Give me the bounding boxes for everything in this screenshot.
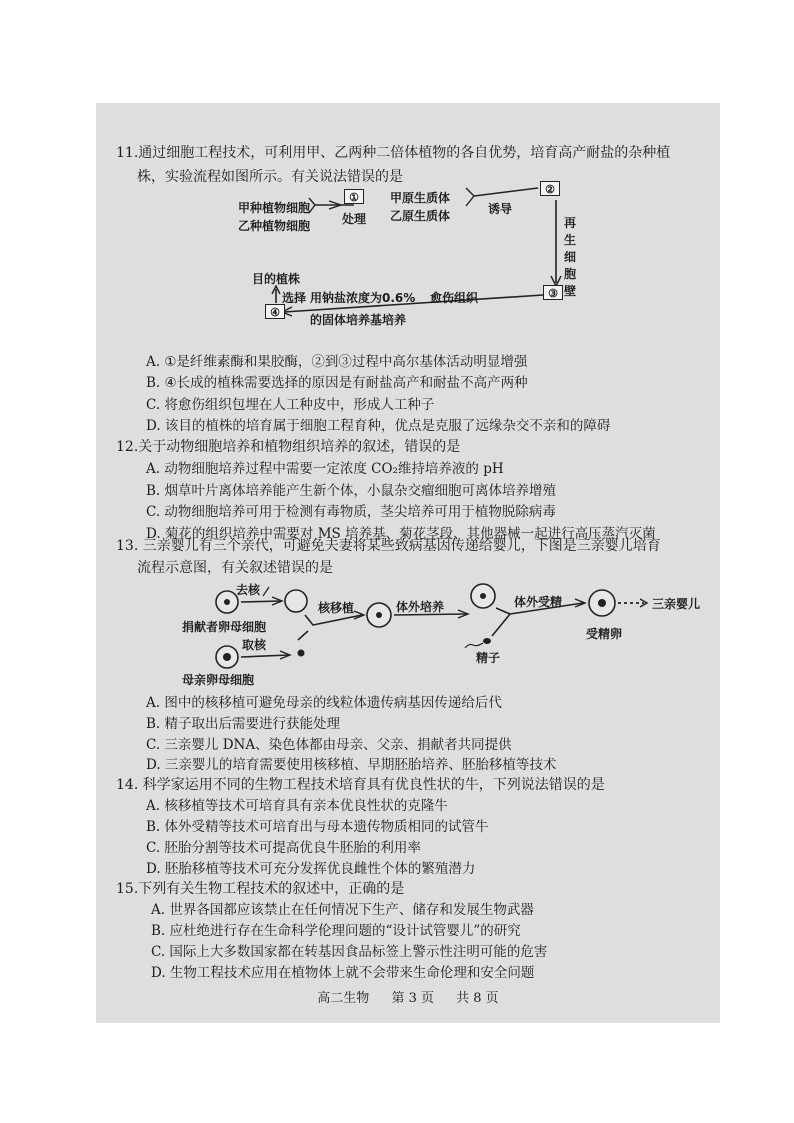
q11-protoplast-b: 乙原生质体 — [390, 209, 451, 223]
footer-page-number: 第 3 页 — [391, 991, 434, 1006]
q11-medium-line2: 的固体培养基培养 — [310, 313, 407, 327]
q12-option-b: B. 烟草叶片离体培养能产生新个体，小鼠杂交瘤细胞可离体培养增殖 — [146, 483, 557, 499]
q13-sperm-label: 精子 — [476, 651, 501, 665]
q11-step-3-box: ③ — [543, 285, 563, 300]
q11-option-c: C. 将愈伤组织包埋在人工种皮中，形成人工种子 — [146, 397, 435, 413]
q13-option-a: A. 图中的核移植可避免母亲的线粒体遗传病基因传递给后代 — [146, 695, 502, 711]
q11-regen-wall-label: 再生细胞壁 — [564, 216, 577, 298]
q15-option-b: B. 应杜绝进行存在生命科学伦理问题的“设计试管婴儿”的研究 — [151, 923, 521, 939]
q15-option-d: D. 生物工程技术应用在植物体上就不会带来生命伦理和安全问题 — [151, 965, 535, 981]
q13-flow-diagram — [96, 103, 720, 683]
q15-option-c: C. 国际上大多数国家都在转基因食品标签上警示性注明可能的危害 — [151, 944, 548, 960]
q13-nuclear-transfer-label: 核移植 — [318, 601, 355, 615]
footer-total-pages: 共 8 页 — [456, 991, 499, 1006]
q13-donor-oocyte-label: 捐献者卵母细胞 — [182, 620, 267, 634]
q14-stem: 14. 科学家运用不同的生物工程技术培育具有优良性状的牛，下列说法错误的是 — [116, 777, 605, 793]
q12-option-a: A. 动物细胞培养过程中需要一定浓度 CO₂维持培养液的 pH — [146, 461, 504, 477]
q14-option-b: B. 体外受精等技术可培育出与母本遗传物质相同的试管牛 — [146, 819, 489, 835]
q12-stem: 12.关于动物细胞培养和植物组织培养的叙述，错误的是 — [116, 439, 461, 455]
q11-select-label: 选择 — [282, 291, 307, 305]
q12-option-c: C. 动物细胞培养可用于检测有毒物质，茎尖培养可用于植物脱除病毒 — [146, 504, 556, 520]
q11-plant-a-cell: 甲种植物细胞 — [238, 201, 311, 215]
q15-option-a: A. 世界各国都应该禁止在任何情况下生产、储存和发展生物武器 — [151, 902, 534, 918]
q11-induce-label: 诱导 — [488, 202, 513, 216]
q13-option-d: D. 三亲婴儿的培育需要使用核移植、早期胚胎培养、胚胎移植等技术 — [146, 757, 557, 773]
q11-stem-line1: 11.通过细胞工程技术，可利用甲、乙两种二倍体植物的各自优势，培育高产耐盐的杂种植 — [116, 145, 671, 161]
q11-medium-line1: 用钠盐浓度为0.6% — [310, 291, 416, 305]
footer-subject: 高二生物 — [317, 991, 370, 1006]
q13-zygote-label: 受精卵 — [586, 627, 623, 641]
q13-baby-label: 三亲婴儿 — [652, 597, 701, 611]
q11-option-d: D. 该目的植株的培育属于细胞工程育种，优点是克服了远缘杂交不亲和的障碍 — [146, 418, 611, 434]
q13-mother-oocyte-label: 母亲卵母细胞 — [182, 673, 255, 687]
exam-page — [96, 103, 720, 1023]
q13-stem-line1: 13. 三亲婴儿有三个亲代，可避免夫妻将某些致病基因传递给婴儿，下图是三亲婴儿培育 — [116, 538, 661, 554]
q14-option-c: C. 胚胎分割等技术可提高优良牛胚胎的利用率 — [146, 840, 421, 856]
q11-plant-b-cell: 乙种植物细胞 — [238, 219, 311, 233]
q11-protoplast-a: 甲原生质体 — [390, 191, 451, 205]
q11-option-a: A. ①是纤维素酶和果胶酶，②到③过程中高尔基体活动明显增强 — [146, 354, 528, 370]
q11-step-2-box: ② — [540, 181, 560, 196]
q13-option-c: C. 三亲婴儿 DNA、染色体都由母亲、父亲、捐献者共同提供 — [146, 737, 512, 753]
q11-target-plant-label: 目的植株 — [252, 272, 301, 286]
q11-step-4-box: ④ — [265, 304, 285, 319]
q13-stem-line2: 流程示意图，有关叙述错误的是 — [137, 560, 333, 576]
page-footer — [96, 987, 720, 1006]
q11-option-b: B. ④长成的植株需要选择的原因是有耐盐高产和耐盐不高产两种 — [146, 375, 528, 391]
q13-in-vitro-culture-label: 体外培养 — [396, 600, 445, 614]
q14-option-d: D. 胚胎移植等技术可充分发挥优良雌性个体的繁殖潜力 — [146, 861, 476, 877]
q13-ivf-label: 体外受精 — [514, 595, 563, 609]
q13-remove-nucleus-label: 去核 — [236, 583, 261, 597]
q13-option-b: B. 精子取出后需要进行获能处理 — [146, 716, 341, 732]
q12-option-d: D. 菊花的组织培养中需要对 MS 培养基、菊花茎段、其他器械一起进行高压蒸汽灭菌 — [146, 526, 656, 542]
q15-stem: 15.下列有关生物工程技术的叙述中，正确的是 — [116, 881, 405, 897]
q14-option-a: A. 核移植等技术可培育具有亲本优良性状的克隆牛 — [146, 798, 448, 814]
q11-step-1-box: ① — [344, 189, 364, 204]
q13-take-nucleus-label: 取核 — [242, 638, 267, 652]
q11-stem-line2: 株，实验流程如图所示。有关说法错误的是 — [137, 169, 403, 185]
q11-process-label: 处理 — [342, 212, 367, 226]
q11-callus-label: 愈伤组织 — [430, 291, 479, 305]
